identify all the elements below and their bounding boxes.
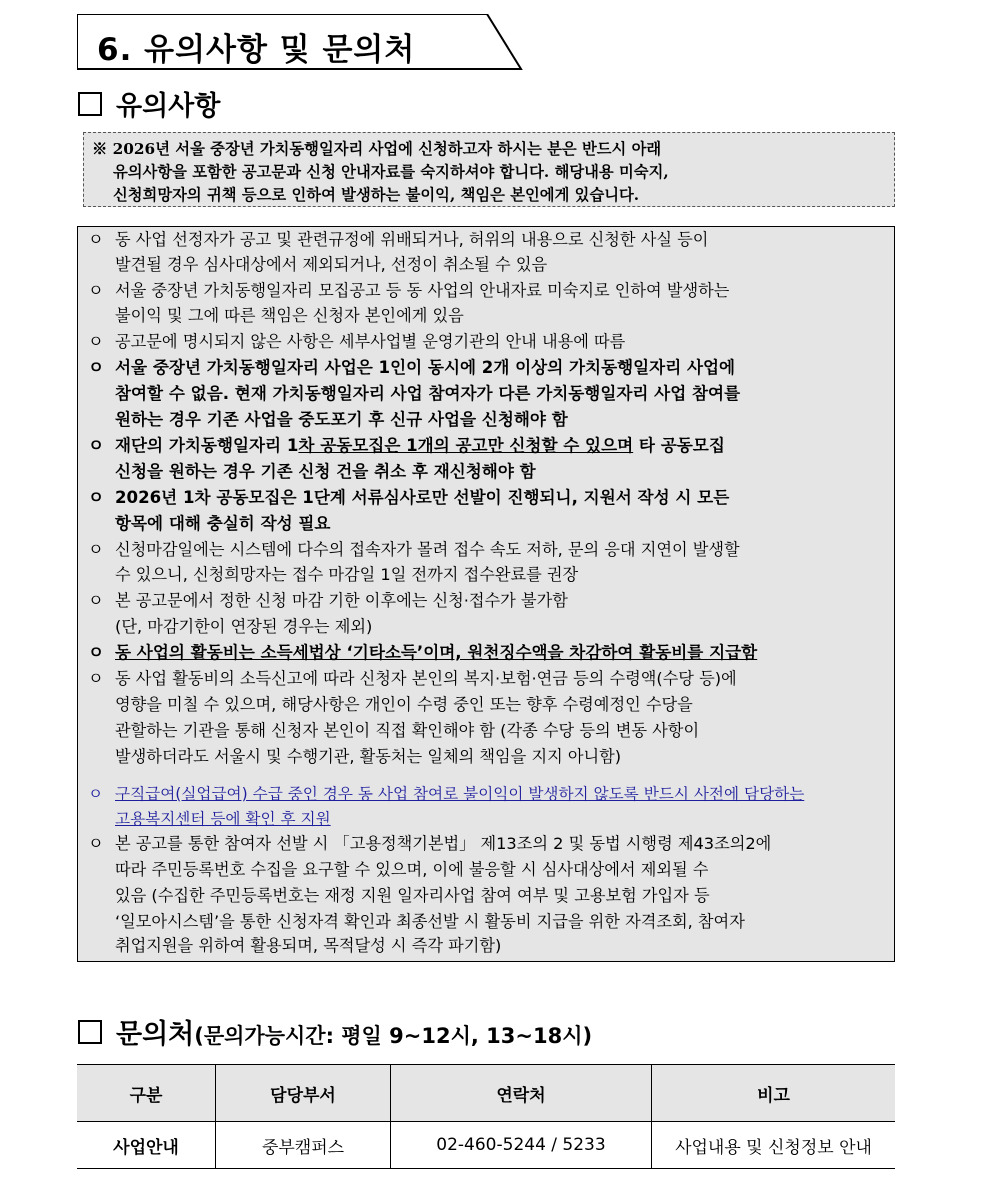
list-item: ㅇ 재단의 가치동행일자리 1차 공동모집은 1개의 공고만 신청할 수 있으며 타 공동모집 [88,436,725,455]
list-item-cont: 항목에 대해 충실히 작성 필요 [115,514,331,533]
list-item: ㅇ 2026년 1차 공동모집은 1단계 서류심사로만 선발이 진행되니, 지원서 작성 시 모든 [88,488,730,507]
list-item-cont: ‘일모아시스템’을 통한 신청자격 확인과 최종선발 시 활동비 지급을 위한 자격조회, 참여자 [115,912,745,931]
table-cell: 중부캠퍼스 [216,1122,391,1169]
checkbox-square-icon [78,92,102,116]
checkbox-square-icon [78,1020,102,1044]
list-item-cont: 발생하더라도 서울시 및 수행기관, 활동처는 일체의 책임을 지지 아니함) [115,747,622,766]
list-item-highlight: ㅇ 구직급여(실업급여) 수급 중인 경우 동 사업 참여로 불이익이 발생하지 않도록 반드시 사전에 담당하는 [88,785,805,803]
list-item-cont: 따라 주민등록번호 수집을 요구할 수 있으며, 이에 불응할 시 심사대상에서 제외될 수 [115,860,709,879]
list-item: ㅇ 본 공고문에서 정한 신청 마감 기한 이후에는 신청·접수가 불가함 [88,591,568,610]
notes-list-box [77,226,895,962]
section-title: 6. 유의사항 및 문의처 [97,32,416,68]
table-header: 연락처 [391,1065,652,1122]
table-header: 구분 [77,1065,216,1122]
table-cell: 사업내용 및 신청정보 안내 [652,1122,896,1169]
list-item-cont: 원하는 경우 기존 사업을 중도포기 후 신규 사업을 신청해야 함 [115,410,568,429]
notice-box [83,132,895,207]
list-item: ㅇ 동 사업 활동비의 소득신고에 따라 신청자 본인의 복지·보험·연금 등의 수령액(수당 등)에 [88,669,737,688]
list-item-cont: 있음 (수집한 주민등록번호는 재정 지원 일자리사업 참여 여부 및 고용보험 가입자 등 [115,886,710,905]
list-item-cont: 영향을 미칠 수 있으며, 해당사항은 개인이 수령 중인 또는 향후 수령예정인 수당을 [115,695,693,714]
list-item: ㅇ 동 사업의 활동비는 소득세법상 ‘기타소득’이며, 원천징수액을 차감하여 활동비를 지급함 [88,643,758,662]
table-header: 비고 [652,1065,896,1122]
contact-table [77,1064,895,1169]
table-cell: 02-460-5244 / 5233 [391,1122,652,1169]
list-item-cont: 참여할 수 없음. 현재 가치동행일자리 사업 참여자가 다른 가치동행일자리 사업 참여를 [115,384,741,403]
list-item: ㅇ 공고문에 명시되지 않은 사항은 세부사업별 운영기관의 안내 내용에 따름 [88,332,626,351]
list-item: ㅇ 동 사업 선정자가 공고 및 관련규정에 위배되거나, 허위의 내용으로 신청한 사실 등이 [88,230,709,249]
table-row [77,1122,895,1169]
notice-line: ※ 2026년 서울 중장년 가치동행일자리 사업에 신청하고자 하시는 분은 반드시 아래 [92,140,662,158]
list-item-cont: 관할하는 기관을 통해 신청자 본인이 직접 확인해야 함 (각종 수당 등의 변동 사항이 [115,721,700,740]
list-item-cont: 발견될 경우 심사대상에서 제외되거나, 선정이 취소될 수 있음 [115,255,548,274]
list-item: ㅇ 서울 중장년 가치동행일자리 사업은 1인이 동시에 2개 이상의 가치동행일자리 사업에 [88,358,736,377]
list-item-cont: 신청을 원하는 경우 기존 신청 건을 취소 후 재신청해야 함 [115,462,536,481]
list-item: ㅇ 본 공고를 통한 참여자 선발 시 「고용정책기본법」 제13조의 2 및 동법 시행령 제43조의2에 [88,834,772,853]
list-item-cont: 수 있으니, 신청희망자는 접수 마감일 1일 전까지 접수완료를 권장 [115,565,579,584]
notes-heading: 유의사항 [78,84,220,123]
table-header: 담당부서 [216,1065,391,1122]
list-item: ㅇ 신청마감일에는 시스템에 다수의 접속자가 몰려 접수 속도 저하, 문의 응대 지연이 발생할 [88,540,740,559]
table-header-row [77,1065,895,1122]
contact-heading: 문의처(문의가능시간: 평일 9~12시, 13~18시) [78,1012,592,1051]
list-item-cont: (단, 마감기한이 연장된 경우는 제외) [115,617,373,636]
notice-line: 유의사항을 포함한 공고문과 신청 안내자료를 숙지하셔야 합니다. 해당내용 미숙지, [113,163,669,181]
list-item-cont: 불이익 및 그에 따른 책임은 신청자 본인에게 있음 [115,306,464,325]
section-tab [77,14,523,71]
list-item-cont: 고용복지센터 등에 확인 후 지원 [115,810,331,828]
list-item: ㅇ 서울 중장년 가치동행일자리 모집공고 등 동 사업의 안내자료 미숙지로 인하여 발생하는 [88,281,730,300]
table-cell: 사업안내 [77,1122,216,1169]
list-item-cont: 취업지원을 위하여 활용되며, 목적달성 시 즉각 파기함) [115,936,502,955]
notice-line: 신청희망자의 귀책 등으로 인하여 발생하는 불이익, 책임은 본인에게 있습니다. [113,186,640,204]
